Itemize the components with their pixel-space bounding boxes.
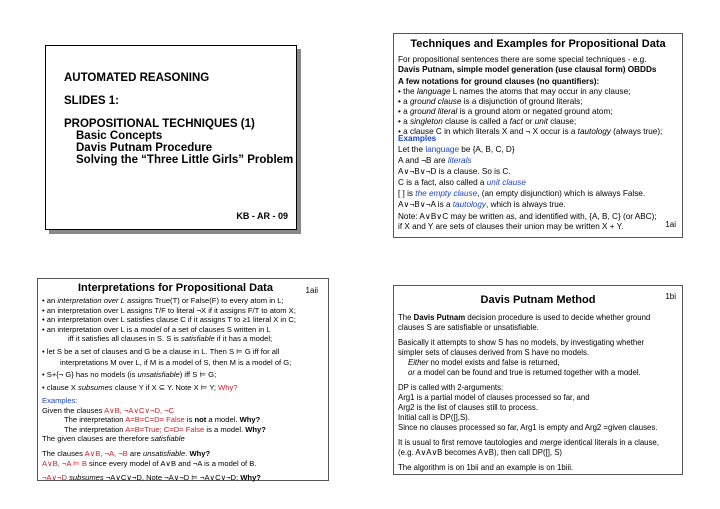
interp-line: • let S be a set of clauses and G be a clause in L. Then S ⊨ G iff for all xyxy=(42,346,280,356)
dp-line: Since no clauses processed so far, Arg1 is empty and Arg2 =given clauses. xyxy=(398,423,658,432)
slide-code: KB - AR - 09 xyxy=(236,211,288,221)
interp-line: • an interpretation over L assigns T/F to literal ¬X if it assigns F/T to atom X; xyxy=(42,305,296,315)
definition-line: • the language L names the atoms that may occur in any clause; xyxy=(398,87,631,96)
title-slide xyxy=(45,45,297,230)
dp-line: Initial call is DP([],S). xyxy=(398,413,470,422)
dp-line: Either no model exists and false is returned, xyxy=(408,358,560,367)
interp-line: interpretations M over L, if M is a model of S, then M is a model of G; xyxy=(60,357,292,367)
example-line: C is a fact, also called a unit clause xyxy=(398,178,526,187)
example-line: Given the clauses A∨B, ¬A∨C∨¬D, ¬C xyxy=(42,405,175,415)
dp-line: clauses S are satisfiable or unsatisfiable. xyxy=(398,323,539,332)
example-line: [ ] is the empty clause, (an empty disjunction) which is always False. xyxy=(398,189,646,198)
example-line: The given clauses are therefore satisfiable xyxy=(42,434,185,444)
dp-line: (e.g. A∨A∨B becomes A∨B), then call DP([], S) xyxy=(398,448,563,457)
slide-1ai-title: Techniques and Examples for Propositional Data xyxy=(410,38,666,50)
interp-line: • S+{¬ G} has no models (is unsatisfiable) iff S ⊨ G; xyxy=(42,370,217,380)
dp-line: The algorithm is on 1bii and an example is on 1biii. xyxy=(398,463,574,472)
topic-davis-putnam: Davis Putnam Procedure xyxy=(76,142,213,154)
example-line: A∨¬B∨¬A is a tautology, which is always true. xyxy=(398,200,566,209)
dp-line: DP is called with 2-arguments: xyxy=(398,383,504,392)
slide-id: 1ai xyxy=(665,220,676,229)
examples-heading: Examples: xyxy=(42,396,78,405)
topic-three-girls: Solving the “Three Little Girls” Problem xyxy=(76,154,294,166)
definition-line: • a singleton clause is called a fact or unit clause; xyxy=(398,117,577,126)
slide-id: 1aii xyxy=(305,286,318,295)
dp-line: It is usual to first remove tautologies and merge identical literals in a clause, xyxy=(398,438,659,447)
course-heading: AUTOMATED REASONING xyxy=(64,72,210,84)
note-line: if X and Y are sets of clauses their union may be written X + Y. xyxy=(398,222,624,231)
example-line: The interpretation A=B=C=D= False is not a model. Why? xyxy=(64,415,261,425)
interp-line: • an interpretation over L satisfies clause C if it assigns T to ≥1 literal X in C; xyxy=(42,315,297,325)
note-line: Note: A∨B∨C may be written as, and identified with, {A, B, C} (or ABC); xyxy=(398,212,657,221)
definition-line: • a ground literal is a ground atom or negated ground atom; xyxy=(398,107,613,116)
interp-line: • an interpretation over L assigns True(T) or False(F) to every atom in L; xyxy=(42,296,284,305)
example-line: The interpretation A=B=True; C=D= False is a model. Why? xyxy=(64,424,266,434)
notations-heading: A few notations for ground clauses (no quantifiers): xyxy=(398,77,600,86)
slide-1aii-title: Interpretations for Propositional Data xyxy=(78,282,273,294)
slide-1bi xyxy=(393,285,683,475)
section-title: PROPOSITIONAL TECHNIQUES (1) xyxy=(64,118,255,130)
slide-id: 1bi xyxy=(665,292,676,301)
example-line: ¬A∨¬D subsumes ¬A∨C∨¬D, Note ¬A∨¬D ⊨ ¬A∨C∨¬D; Why? xyxy=(42,473,261,483)
dp-line: The Davis Putnam decision procedure is used to decide whether ground xyxy=(398,313,651,322)
dp-line: Basically it attempts to show S has no models, by investigating whether xyxy=(398,338,645,347)
definition-line: • a clause C in which literals X and ¬ X occur is a tautology (always true); xyxy=(398,127,663,136)
example-line: A∨B, ¬A ⊨ B since every model of A∨B and ¬A is a model of B. xyxy=(42,458,257,468)
interp-line: iff it satisfies all clauses in S. S is satisfiable if it has a model; xyxy=(68,334,273,344)
dp-line: Arg2 is the list of clauses still to process. xyxy=(398,403,538,412)
slides-label: SLIDES 1: xyxy=(64,95,119,107)
slide-1ai xyxy=(393,33,683,238)
slide-1aii xyxy=(37,278,329,481)
intro-line: For propositional sentences there are some special techniques - e.g. xyxy=(398,55,647,64)
interp-line: • clause X subsumes clause Y if X ⊆ Y. Note X ⊨ Y; Why? xyxy=(42,382,238,392)
example-line: A and ¬B are literals xyxy=(398,156,472,165)
example-line: Let the language be {A, B, C, D} xyxy=(398,145,515,154)
dp-line: simpler sets of clauses derived from S have no models. xyxy=(398,348,590,357)
definition-line: • a ground clause is a disjunction of ground literals; xyxy=(398,97,583,106)
interp-line: • an interpretation over L is a model of a set of clauses S written in L xyxy=(42,324,271,334)
slide-1bi-title: Davis Putnam Method xyxy=(480,294,596,306)
dp-line: or a model can be found and true is returned together with a model. xyxy=(408,368,641,377)
dp-line: Arg1 is a partial model of clauses processed so far, and xyxy=(398,393,590,402)
intro-line: Davis Putnam, simple model generation (use clausal form) OBDDs xyxy=(398,65,657,74)
topic-basic-concepts: Basic Concepts xyxy=(76,130,163,142)
examples-heading: Examples xyxy=(398,134,437,143)
example-line: The clauses A∨B, ¬A, ¬B are unsatisfiable. Why? xyxy=(42,448,211,458)
example-line: A∨¬B∨¬D is a clause. So is C. xyxy=(398,167,511,176)
